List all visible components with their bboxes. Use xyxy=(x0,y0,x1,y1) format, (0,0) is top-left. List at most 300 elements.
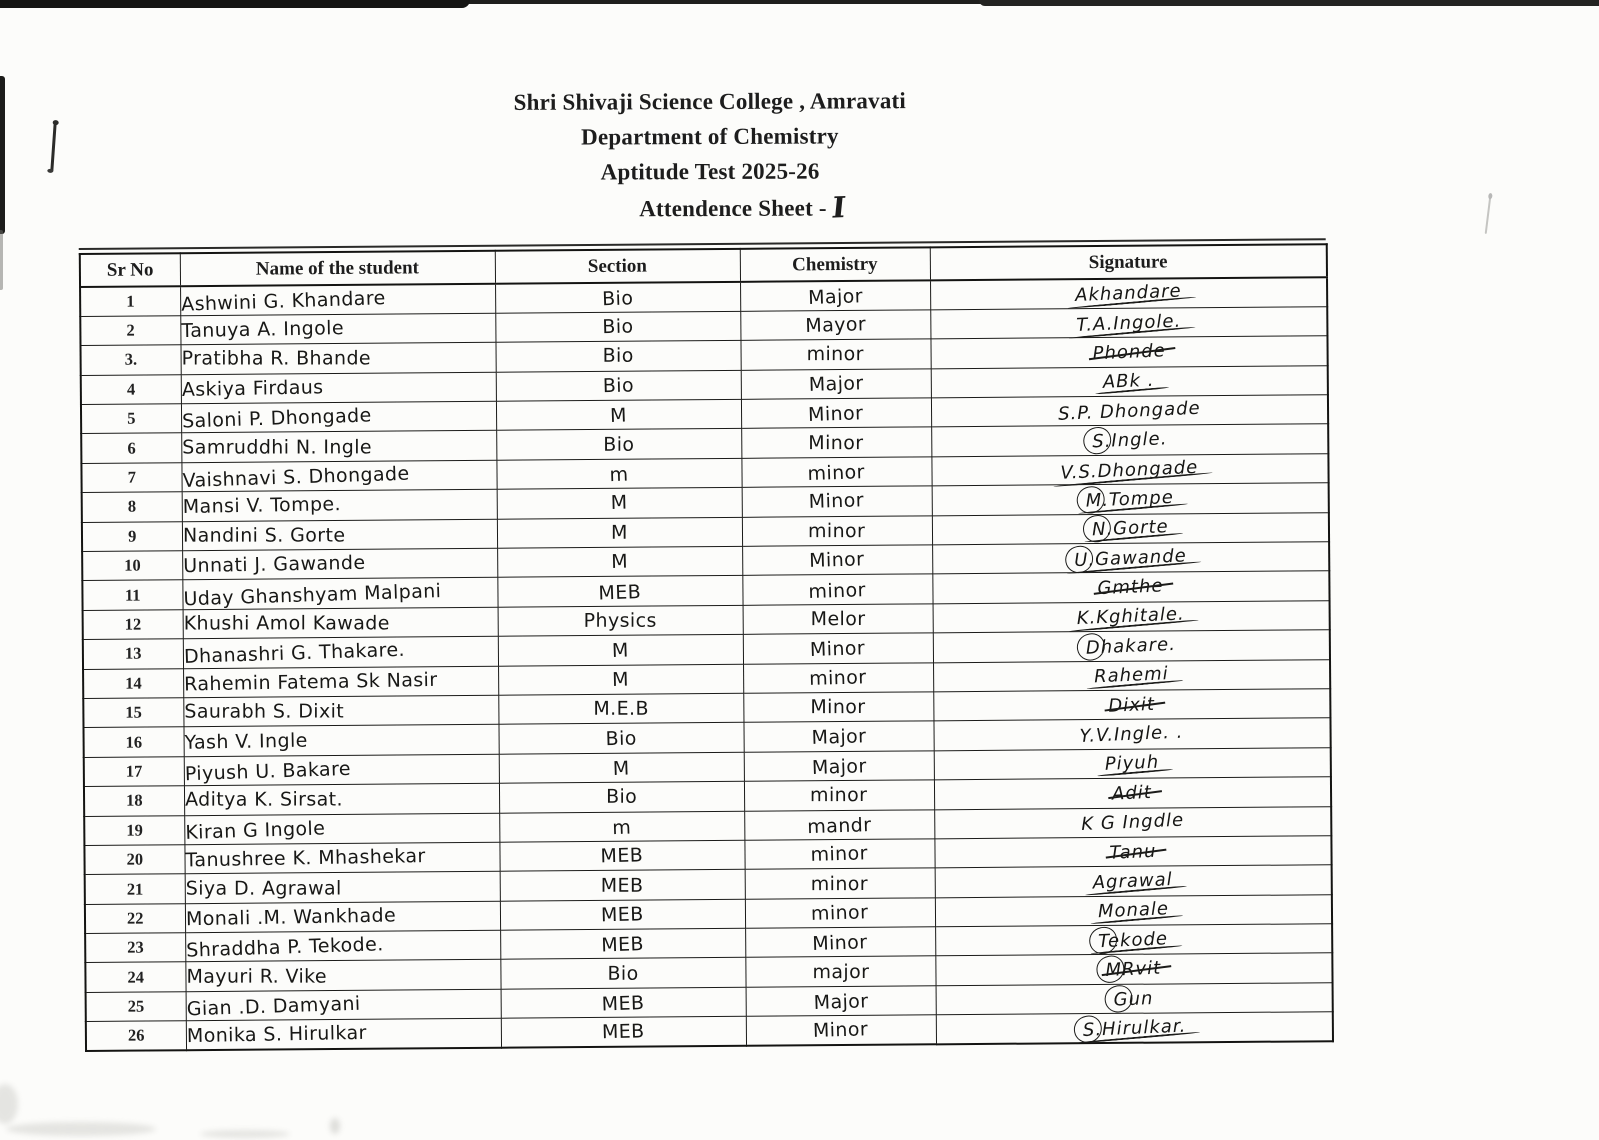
attendance-table-body xyxy=(80,277,1333,1051)
signature-cell xyxy=(930,307,1327,340)
signature-cell xyxy=(933,659,1330,692)
student-name-text: Saurabh S. Dixit xyxy=(183,700,344,723)
section-text: Bio xyxy=(602,315,634,339)
document-header xyxy=(0,81,1420,229)
scan-edge-left-fade xyxy=(0,230,3,290)
name-cell xyxy=(183,636,498,668)
name-cell xyxy=(181,460,496,492)
chemistry-text: minor xyxy=(810,784,868,807)
signature-scribble xyxy=(1080,722,1185,747)
chemistry-cell xyxy=(744,839,934,870)
sr-no-text: 16 xyxy=(125,732,143,752)
sr-no-text: 25 xyxy=(127,996,145,1016)
section-text: M.E.B xyxy=(593,697,649,720)
signature-text: Tekode xyxy=(1098,928,1169,953)
sheet-title xyxy=(32,186,1452,229)
sr-no-cell xyxy=(85,874,185,904)
signature-scribble xyxy=(1058,397,1201,424)
sr-no-cell xyxy=(81,404,181,434)
section-text: Bio xyxy=(607,962,639,985)
signature-cell xyxy=(936,1012,1333,1045)
student-name-text: Askiya Firdaus xyxy=(181,376,324,401)
name-cell xyxy=(183,725,498,757)
chemistry-text: minor xyxy=(807,461,866,486)
chemistry-cell xyxy=(744,780,934,811)
section-cell xyxy=(500,870,745,901)
section-text: M xyxy=(611,668,630,691)
section-cell xyxy=(498,723,743,754)
sr-no-cell xyxy=(85,962,185,992)
sr-no-text: 22 xyxy=(126,908,144,928)
signature-cell xyxy=(932,483,1329,516)
scan-smudge xyxy=(6,1122,156,1136)
chemistry-cell xyxy=(740,339,930,370)
signature-scribble xyxy=(1081,810,1185,835)
chemistry-cell xyxy=(742,574,932,605)
section-cell xyxy=(495,341,740,372)
student-name-text: Saloni P. Dhongade xyxy=(181,404,372,433)
signature-text: U.Gawande xyxy=(1073,545,1188,571)
signature-text: S.Ingle. xyxy=(1091,428,1168,453)
name-cell xyxy=(180,343,495,375)
chemistry-cell xyxy=(746,1015,936,1046)
student-name-text: Vaishnavi S. Dhongade xyxy=(181,462,410,493)
signature-scribble xyxy=(1103,370,1155,393)
section-cell xyxy=(498,635,743,666)
signature-scribble xyxy=(1082,1015,1186,1040)
section-cell xyxy=(500,928,745,959)
chemistry-text: Minor xyxy=(808,431,864,454)
sheet-number-handwritten: I xyxy=(830,190,847,225)
scan-smudge xyxy=(330,1118,340,1134)
chemistry-text: Minor xyxy=(810,637,866,662)
section-cell xyxy=(495,282,740,313)
student-name-text: Khushi Amol Kawade xyxy=(183,612,390,635)
section-text: MEB xyxy=(598,580,642,605)
signature-scribble xyxy=(1108,693,1155,716)
section-cell xyxy=(497,517,742,548)
signature-scribble xyxy=(1060,456,1199,483)
name-cell xyxy=(182,489,497,521)
col-header-sr-no: Sr No xyxy=(80,253,180,287)
chemistry-cell xyxy=(742,515,932,546)
signature-scribble xyxy=(1098,928,1169,952)
section-cell xyxy=(495,311,740,342)
chemistry-cell xyxy=(743,721,933,752)
chemistry-cell xyxy=(744,809,934,840)
sr-no-cell xyxy=(84,727,184,757)
section-cell xyxy=(497,488,742,519)
sr-no-text: 5 xyxy=(127,408,136,428)
section-text: Bio xyxy=(605,726,637,750)
name-cell xyxy=(184,813,499,845)
sr-no-cell xyxy=(85,903,185,933)
signature-text: N.Gorte xyxy=(1091,516,1169,541)
chemistry-cell xyxy=(745,927,935,958)
student-name-text: Uday Ghanshyam Malpani xyxy=(182,579,442,610)
sr-no-text: 13 xyxy=(124,643,142,664)
sr-no-text: 20 xyxy=(126,849,144,869)
signature-text: Gmthe xyxy=(1097,575,1165,600)
sr-no-text: 17 xyxy=(125,761,143,781)
student-name-text: Tanushree K. Mhashekar xyxy=(184,845,426,872)
section-cell xyxy=(500,899,745,930)
sr-no-text: 1 xyxy=(126,291,135,311)
chemistry-text: Major xyxy=(811,755,867,779)
name-cell xyxy=(180,284,495,316)
chemistry-text: Minor xyxy=(809,548,866,573)
signature-scribble xyxy=(1104,752,1159,775)
name-cell xyxy=(180,313,495,345)
student-name-text: Tanuya A. Ingole xyxy=(180,317,344,343)
sr-no-cell xyxy=(86,1021,186,1051)
sheet-title-text: Attendence Sheet - xyxy=(639,195,827,222)
chemistry-cell xyxy=(745,898,935,929)
chemistry-text: Major xyxy=(810,724,867,749)
sr-no-text: 11 xyxy=(124,585,141,605)
chemistry-cell xyxy=(740,310,930,341)
sr-no-text: 18 xyxy=(125,790,143,810)
signature-text: Piyuh xyxy=(1104,752,1160,776)
chemistry-text: Major xyxy=(812,990,869,1015)
signature-text: S.P. Dhongade xyxy=(1057,397,1201,425)
name-cell xyxy=(183,607,498,639)
chemistry-text: minor xyxy=(811,901,869,925)
signature-cell xyxy=(932,571,1329,604)
col-header-section: Section xyxy=(495,249,740,284)
signature-cell xyxy=(935,924,1332,957)
signature-text: S.Hirulkar. xyxy=(1082,1015,1187,1041)
student-name-text: Gian .D. Damyani xyxy=(185,992,361,1021)
signature-scribble xyxy=(1112,782,1153,805)
name-cell xyxy=(186,989,501,1021)
signature-text: K G Ingdle xyxy=(1080,809,1185,836)
signature-cell xyxy=(930,277,1327,310)
name-cell xyxy=(181,431,496,463)
signature-text: K.Kghitale. xyxy=(1076,603,1186,630)
signature-text: Dixit xyxy=(1107,693,1156,717)
section-cell xyxy=(497,546,742,577)
signature-cell xyxy=(931,365,1328,398)
section-text: M xyxy=(611,521,628,544)
section-text: Bio xyxy=(603,433,635,456)
sr-no-cell xyxy=(85,933,185,963)
signature-cell xyxy=(934,836,1331,869)
chemistry-text: Mayor xyxy=(804,313,867,338)
signature-circle-stroke xyxy=(1075,484,1107,516)
exam-title: Aptitude Test 2025-26 xyxy=(600,158,820,185)
signature-cell xyxy=(931,395,1328,428)
signature-scribble xyxy=(1109,840,1157,863)
student-name-text: Mansi V. Tompe. xyxy=(182,493,341,519)
signature-scribble xyxy=(1097,575,1164,599)
section-text: Bio xyxy=(601,287,634,311)
signature-cell xyxy=(931,424,1328,457)
col-header-signature: Signature xyxy=(930,244,1327,280)
sr-no-text: 23 xyxy=(127,937,144,957)
signature-cell xyxy=(934,777,1331,810)
section-text: M xyxy=(611,550,629,574)
sr-no-cell xyxy=(81,433,181,463)
student-name-text: Siya D. Agrawal xyxy=(185,877,342,900)
sr-no-cell xyxy=(83,639,183,669)
sr-no-text: 10 xyxy=(124,555,141,575)
signature-cell xyxy=(933,689,1330,722)
signature-cell xyxy=(932,512,1329,545)
sr-no-text: 9 xyxy=(128,526,137,546)
student-name-text: Monali .M. Wankhade xyxy=(185,904,396,931)
signature-text: Agrawal xyxy=(1092,869,1174,894)
signature-circle-stroke xyxy=(1071,1013,1103,1045)
attendance-table-wrapper xyxy=(79,238,1332,1052)
sr-no-text: 6 xyxy=(127,438,136,458)
signature-text: MRvit xyxy=(1105,957,1162,982)
student-name-text: Dhanashri G. Thakare. xyxy=(183,639,405,669)
chemistry-cell xyxy=(741,369,931,400)
sr-no-cell xyxy=(81,463,181,493)
chemistry-cell xyxy=(742,486,932,517)
name-cell xyxy=(184,754,499,786)
signature-cell xyxy=(934,747,1331,780)
student-name-text: Unnati J. Gawande xyxy=(182,552,366,578)
signature-text: Rahemi xyxy=(1093,663,1170,688)
sr-no-cell xyxy=(82,521,182,551)
student-name-text: Monika S. Hirulkar xyxy=(186,1022,367,1048)
sr-no-text: 19 xyxy=(126,820,143,840)
name-cell xyxy=(181,372,496,404)
chemistry-cell xyxy=(740,280,930,311)
signature-scribble xyxy=(1097,899,1169,923)
student-name-text: Yash V. Ingle xyxy=(183,729,308,754)
sr-no-text: 2 xyxy=(126,320,135,340)
signature-circle-stroke xyxy=(1087,925,1119,957)
section-cell xyxy=(496,399,741,430)
chemistry-cell xyxy=(746,986,936,1017)
signature-text: Monale xyxy=(1097,898,1170,923)
name-cell xyxy=(183,695,498,727)
signature-cell xyxy=(933,601,1330,634)
signature-cell xyxy=(932,542,1329,575)
signature-text: ABk . xyxy=(1102,370,1156,394)
name-cell xyxy=(183,666,498,698)
sr-no-text: 3. xyxy=(124,350,138,370)
sr-no-text: 7 xyxy=(127,467,136,487)
sr-no-text: 26 xyxy=(127,1025,145,1045)
chemistry-cell xyxy=(744,751,934,782)
name-cell xyxy=(184,842,499,874)
college-title: Shri Shivaji Science College , Amravati xyxy=(513,88,907,115)
chemistry-text: Minor xyxy=(813,1018,869,1043)
signature-text: M.Tompe xyxy=(1085,486,1175,512)
chemistry-text: minor xyxy=(809,666,868,690)
signature-scribble xyxy=(1091,516,1169,540)
name-cell xyxy=(184,783,499,815)
student-name-text: Shraddha P. Tekode. xyxy=(185,933,384,962)
section-cell xyxy=(498,693,743,724)
signature-scribble xyxy=(1094,663,1169,687)
signature-cell xyxy=(933,630,1330,663)
signature-cell xyxy=(931,454,1328,487)
chemistry-cell xyxy=(745,956,935,987)
scan-smudge xyxy=(0,1084,18,1124)
chemistry-text: minor xyxy=(810,842,869,866)
signature-scribble xyxy=(1086,634,1177,659)
section-text: MEB xyxy=(600,874,644,897)
name-cell xyxy=(185,901,500,933)
section-text: Physics xyxy=(583,609,657,632)
signature-cell xyxy=(933,718,1330,751)
sr-no-cell xyxy=(84,815,184,845)
student-name-text: Aditya K. Sirsat. xyxy=(184,788,343,811)
signature-cell xyxy=(935,953,1332,986)
section-text: MEB xyxy=(600,844,644,868)
student-name-text: Samruddhi N. Ingle xyxy=(181,436,372,459)
student-name-text: Ashwini G. Khandare xyxy=(180,287,386,316)
chemistry-cell xyxy=(742,545,932,576)
section-cell xyxy=(496,370,741,401)
chemistry-text: Minor xyxy=(810,696,866,719)
signature-cell xyxy=(935,894,1332,927)
signature-scribble xyxy=(1075,281,1182,307)
section-text: M xyxy=(612,757,631,780)
section-text: Bio xyxy=(602,374,635,398)
signature-scribble xyxy=(1114,987,1155,1010)
signature-text: V.S.Dhongade xyxy=(1060,456,1200,484)
chemistry-text: minor xyxy=(806,343,865,366)
section-cell xyxy=(496,458,741,489)
sr-no-cell xyxy=(80,316,180,346)
chemistry-text: mandr xyxy=(806,813,872,838)
chemistry-cell xyxy=(743,633,933,664)
section-text: M xyxy=(611,639,630,663)
name-cell xyxy=(185,960,500,992)
sr-no-cell xyxy=(86,992,186,1022)
student-name-text: Nandini S. Gorte xyxy=(182,524,345,547)
sr-no-cell xyxy=(83,610,183,640)
student-name-text: Kiran G Ingole xyxy=(184,817,326,844)
section-text: M xyxy=(609,404,628,428)
student-name-text: Pratibha R. Bhande xyxy=(181,347,371,371)
col-header-chemistry: Chemistry xyxy=(740,247,930,281)
section-cell xyxy=(498,605,743,636)
sr-no-text: 24 xyxy=(127,967,145,987)
section-cell xyxy=(499,781,744,812)
chemistry-text: minor xyxy=(808,578,867,603)
sr-no-cell xyxy=(84,845,184,875)
chemistry-cell xyxy=(745,868,935,899)
section-text: MEB xyxy=(600,903,645,927)
section-text: MEB xyxy=(601,1020,645,1044)
signature-scribble xyxy=(1092,428,1168,452)
signature-scribble xyxy=(1076,604,1185,630)
chemistry-text: Major xyxy=(807,285,863,309)
sr-no-cell xyxy=(80,286,180,316)
signature-text: Adit xyxy=(1111,781,1153,805)
section-text: M xyxy=(610,492,628,515)
chemistry-text: Minor xyxy=(808,402,865,427)
section-text: MEB xyxy=(601,992,645,1016)
signature-scribble xyxy=(1093,869,1174,893)
section-cell xyxy=(496,429,741,460)
sr-no-text: 12 xyxy=(124,614,142,634)
sr-no-cell xyxy=(84,756,184,786)
chemistry-cell xyxy=(741,398,931,429)
scan-edge-top-left xyxy=(0,0,470,8)
section-cell xyxy=(500,958,745,989)
chemistry-text: Major xyxy=(808,372,864,396)
section-text: m xyxy=(609,463,629,487)
signature-scribble xyxy=(1086,487,1175,512)
signature-cell xyxy=(934,806,1331,839)
chemistry-cell xyxy=(743,692,933,723)
chemistry-text: major xyxy=(811,960,869,983)
chemistry-cell xyxy=(743,662,933,693)
signature-scribble xyxy=(1076,310,1182,335)
sr-no-cell xyxy=(83,698,183,728)
sr-no-cell xyxy=(81,345,181,375)
signature-scribble xyxy=(1105,958,1162,981)
student-name-text: Piyush U. Bakare xyxy=(184,757,351,786)
section-text: Bio xyxy=(605,786,638,809)
sr-no-text: 4 xyxy=(126,379,136,399)
attendance-table xyxy=(79,243,1334,1052)
name-cell xyxy=(182,519,497,551)
section-cell xyxy=(499,811,744,842)
section-cell xyxy=(499,840,744,871)
sr-no-text: 14 xyxy=(125,673,142,693)
sr-no-cell xyxy=(82,580,182,610)
section-cell xyxy=(501,1017,746,1048)
chemistry-text: Minor xyxy=(812,931,869,956)
sr-no-cell xyxy=(81,374,181,404)
scan-edge-top-right xyxy=(979,0,1599,6)
signature-text: T.A.Ingole. xyxy=(1075,310,1182,336)
section-text: Bio xyxy=(602,345,634,368)
chemistry-text: Minor xyxy=(808,489,865,514)
name-cell xyxy=(185,872,500,904)
chemistry-cell xyxy=(741,457,931,488)
section-cell xyxy=(499,752,744,783)
signature-cell xyxy=(936,983,1333,1016)
student-name-text: Rahemin Fatema Sk Nasir xyxy=(183,668,438,696)
signature-text: Gun xyxy=(1113,987,1155,1011)
signature-text: Akhandare xyxy=(1074,280,1183,307)
sr-no-cell xyxy=(82,492,182,522)
signature-text: Tanu xyxy=(1108,840,1157,864)
col-header-name: Name of the student xyxy=(180,251,495,286)
signature-text: Phonde xyxy=(1091,340,1166,365)
sr-no-cell xyxy=(82,551,182,581)
signature-cell xyxy=(935,865,1332,898)
chemistry-text: Melor xyxy=(810,608,866,631)
sr-no-text: 15 xyxy=(125,702,142,722)
signature-scribble xyxy=(1092,340,1166,364)
scan-smudge xyxy=(200,1130,290,1138)
signature-text: Y.V.Ingle. . xyxy=(1079,721,1185,748)
section-text: m xyxy=(612,816,632,839)
name-cell xyxy=(181,401,496,433)
name-cell xyxy=(186,1018,501,1050)
chemistry-cell xyxy=(743,604,933,635)
section-cell xyxy=(501,987,746,1018)
department-title: Department of Chemistry xyxy=(581,123,839,150)
sr-no-cell xyxy=(83,668,183,698)
signature-cell xyxy=(930,336,1327,369)
sr-no-text: 8 xyxy=(127,497,137,517)
student-name-text: Mayuri R. Vike xyxy=(185,965,327,988)
chemistry-text: minor xyxy=(811,872,869,895)
sr-no-cell xyxy=(84,786,184,816)
